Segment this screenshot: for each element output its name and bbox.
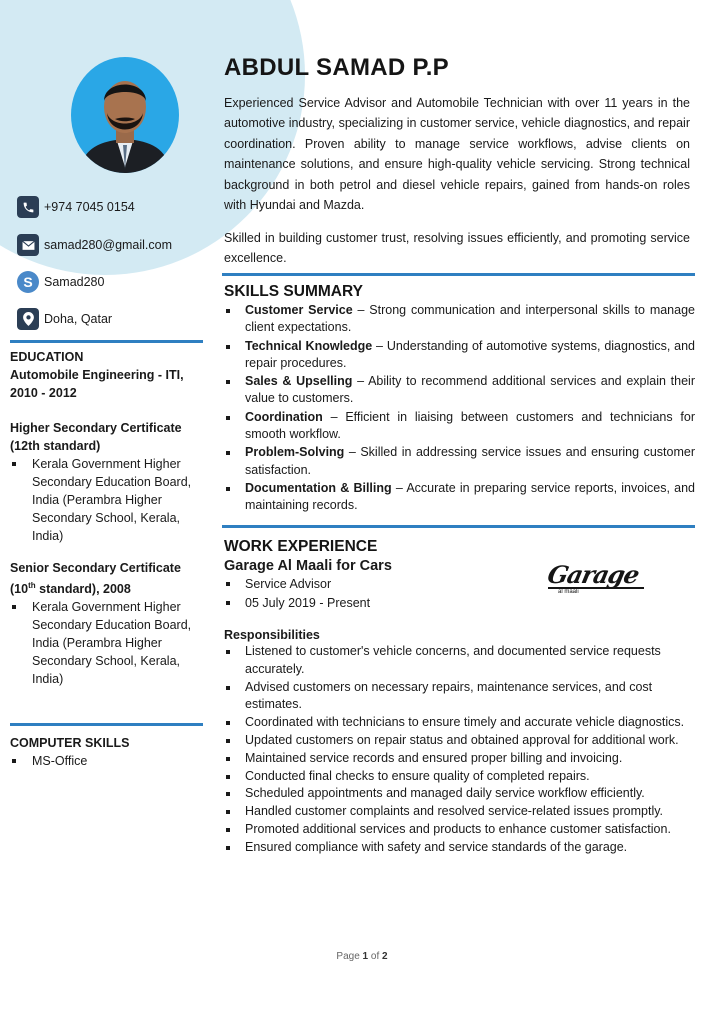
degree-entry: Automobile Engineering - ITI, 2010 - 2012 (10, 368, 184, 400)
skill-item: Problem-Solving – Skilled in addressing service issues and ensuring customer satisfaction. (224, 444, 695, 479)
left-divider-2 (10, 723, 203, 726)
responsibility-item: Listened to customer's vehicle concerns, and documented service requests accurately. (224, 643, 695, 679)
education-heading: EDUCATION (10, 350, 84, 364)
candidate-name: ABDUL SAMAD P.P (224, 54, 449, 81)
ssc-detail: Kerala Government Higher Secondary Education Board, India (Perambra Higher Secondary School, Kerala, India) (10, 598, 192, 688)
location-text: Doha, Qatar (44, 312, 113, 326)
responsibility-item: Ensured compliance with safety and service standards of the garage. (224, 839, 695, 857)
contact-email (17, 234, 172, 256)
hsc-title: Higher Secondary Certificate (12th standard) (10, 421, 182, 453)
hsc-detail: Kerala Government Higher Secondary Education Board, India (Perambra Higher Secondary School, Kerala, India) (10, 455, 192, 545)
computer-skills-heading: COMPUTER SKILLS (10, 736, 130, 750)
skills-heading: SKILLS SUMMARY (224, 283, 363, 300)
right-divider-1 (222, 273, 695, 276)
left-divider-1 (10, 340, 203, 343)
responsibility-item: Maintained service records and ensured proper billing and invoicing. (224, 750, 695, 768)
responsibilities-heading: Responsibilities (224, 628, 320, 642)
skill-item: Customer Service – Strong communication and interpersonal skills to manage client expectations. (224, 302, 695, 337)
work-heading: WORK EXPERIENCE (224, 538, 378, 555)
page-footer: Page 1 of 2 (336, 951, 388, 962)
company-name: Garage Al Maali for Cars (224, 558, 392, 574)
responsibility-item: Advised customers on necessary repairs, maintenance services, and cost estimates. (224, 679, 695, 715)
responsibility-item: Promoted additional services and products to enhance customer satisfaction. (224, 821, 695, 839)
skill-item: Technical Knowledge – Understanding of automotive systems, diagnostics, and repair procedures. (224, 338, 695, 373)
contact-phone (17, 196, 135, 218)
responsibility-item: Conducted final checks to ensure quality of completed repairs. (224, 768, 695, 786)
phone-icon (17, 196, 39, 218)
header-name (224, 54, 695, 82)
profile-photo (71, 57, 179, 173)
responsibility-item: Handled customer complaints and resolved service-related issues promptly. (224, 803, 695, 821)
skill-item: Coordination – Efficient in liaising between customers and technicians for smooth workflow. (224, 409, 695, 444)
contact-skype (17, 271, 104, 293)
skype-icon: S (17, 271, 39, 293)
computer-skills-section (10, 734, 205, 770)
right-divider-2 (222, 525, 695, 528)
responsibility-item: Updated customers on repair status and obtained approval for additional work. (224, 732, 695, 750)
job-role: Service Advisor (224, 575, 695, 594)
skill-item: Sales & Upselling – Ability to recommend additional services and explain their value to customers. (224, 373, 695, 408)
responsibility-item: Scheduled appointments and managed daily service workflow efficiently. (224, 785, 695, 803)
garage-logo: Garage al maali (548, 560, 652, 600)
contact-location (17, 308, 112, 330)
computer-skill-item: MS-Office (10, 752, 205, 770)
summary-paragraph-2: Skilled in building customer trust, resolving issues efficiently, and promoting service excellence. (224, 231, 690, 266)
skills-section (224, 283, 695, 516)
responsibility-item: Coordinated with technicians to ensure timely and accurate vehicle diagnostics. (224, 714, 695, 732)
phone-number[interactable]: +974 7045 0154 (44, 200, 135, 214)
education-section (10, 348, 205, 688)
email-icon (17, 234, 39, 256)
email-address[interactable]: samad280@gmail.com (44, 238, 173, 252)
location-pin-icon (17, 308, 39, 330)
job-period: 05 July 2019 - Present (224, 594, 695, 613)
skill-item: Documentation & Billing – Accurate in preparing service reports, invoices, and maintaining records. (224, 480, 695, 515)
summary-paragraph-1: Experienced Service Advisor and Automobile Technician with over 11 years in the automotive industry, specializing in customer service, vehicle diagnostics, and repair coordination. Proven ability to manage service workflows, advise clients on maintenance solutions, and ensure high-quality vehicle servicing. Strong technical background in both petrol and diesel vehicle repairs, gained from hands-on roles with Hyundai and Mazda. (224, 96, 690, 213)
skype-id[interactable]: Samad280 (44, 275, 105, 289)
ssc-title: Senior Secondary Certificate (10th standard), 2008 (10, 561, 181, 597)
